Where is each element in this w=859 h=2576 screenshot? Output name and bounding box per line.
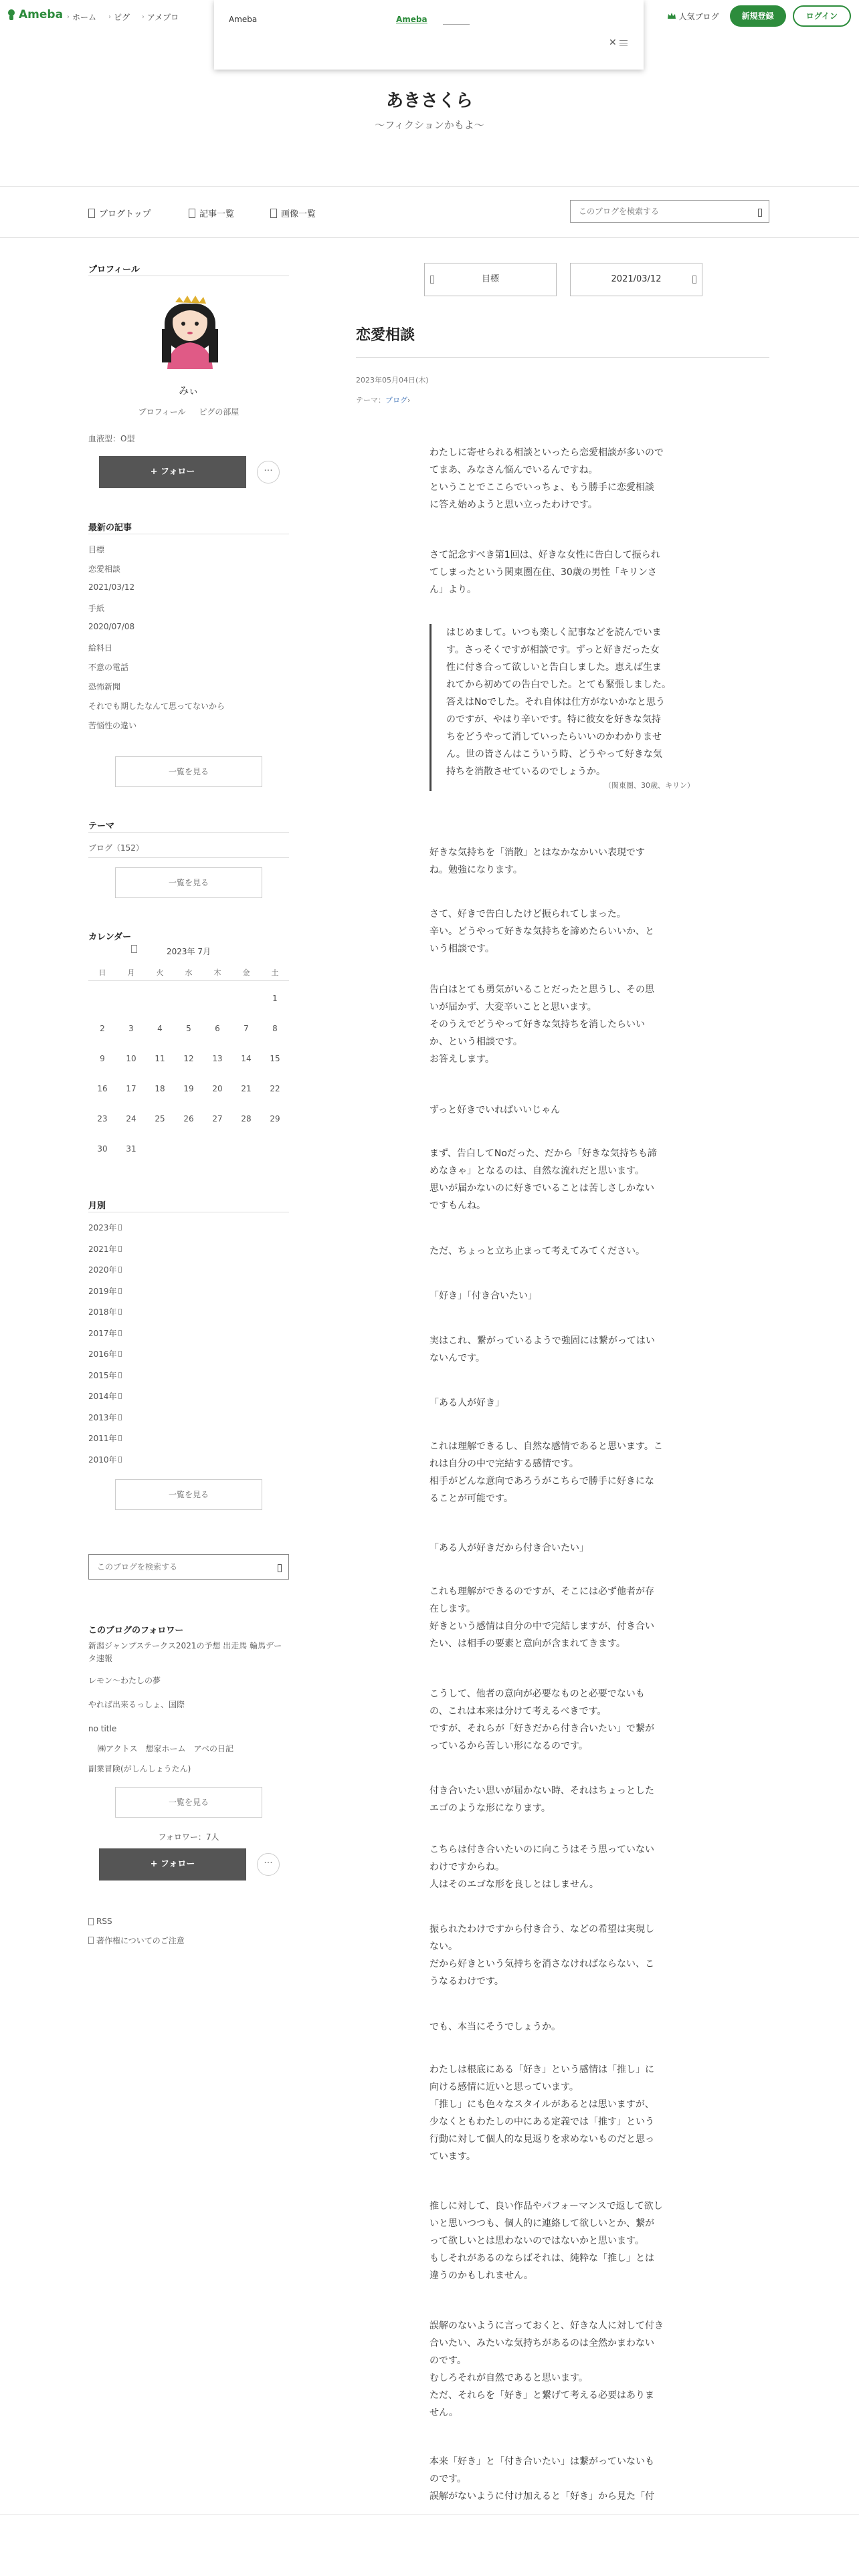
article-line: 合いたい、みたいな気持ちがあるのは全然かまわない: [430, 2338, 654, 2349]
article-line: こちらは付き合いたいのに向こうはそう思っていない: [430, 1844, 654, 1855]
calendar-weekday: 日: [98, 968, 106, 977]
recent-entries-heading: 最新の記事: [88, 523, 132, 533]
popular-blogs-label: 人気ブログ: [678, 11, 719, 21]
chevron-right-icon: [118, 1246, 122, 1252]
calendar-day: 12: [183, 1054, 194, 1063]
article-line: のです。: [430, 2355, 466, 2366]
article-paragraph: [430, 1243, 697, 1260]
image-icon: [270, 209, 277, 218]
article-line: ずっと好きでいればいいじゃん: [430, 1105, 561, 1115]
divider: [0, 2514, 859, 2515]
calendar-day: 27: [212, 1114, 223, 1123]
popup-label: Ameba: [229, 15, 258, 24]
global-header-actions: [667, 5, 851, 27]
article-line: 好きという感情は自分の中で完結しますが、付き合い: [430, 1621, 654, 1632]
monthly-archive-label: 2019年: [88, 1286, 117, 1296]
monthly-archive-item[interactable]: [88, 1327, 122, 1339]
article-date: 2023年05月04日(木): [356, 376, 429, 385]
article-line: 「推し」にも色々なスタイルがあるとは思いますが、: [430, 2099, 654, 2110]
followers-heading: このブログのフォロワー: [88, 1626, 184, 1636]
article-line: 人はそのエゴな形を良しとはしません。: [430, 1879, 599, 1890]
article-paragraph: [430, 2018, 697, 2036]
chevron-right-icon: [118, 1457, 122, 1463]
article-theme-link[interactable]: ブログ: [385, 396, 407, 405]
monthly-archive-item[interactable]: [88, 1285, 122, 1297]
profile-heading: プロフィール: [88, 265, 140, 275]
monthly-archive-label: 2021年: [88, 1244, 117, 1254]
article-line: でも、本当にそうでしょうか。: [430, 2022, 561, 2032]
article-line: 振られたわけですから付き合う、などの希望は実現し: [430, 1924, 654, 1935]
pigg-room-link[interactable]: ピグの部屋: [199, 407, 240, 417]
article-line: ね。勉強になります。: [430, 865, 522, 875]
article-line: って欲しいとは思わないのではないかと思います。: [430, 2236, 644, 2246]
chevron-right-icon: [118, 1372, 122, 1378]
article-paragraph: [430, 1332, 697, 1367]
article-line: ですが、それらが「好きだから付き合いたい」で繋が: [430, 1723, 654, 1734]
crown-icon: [667, 12, 676, 20]
article-line: うなるわけです。: [430, 1976, 504, 1987]
article-line: 在します。: [430, 1604, 476, 1614]
article-line: せん。: [430, 2407, 458, 2418]
article-line: れは自分の中で完結する感情です。: [430, 1459, 579, 1469]
follower-blog-link[interactable]: やれば出来るっしょ、国際: [88, 1700, 185, 1709]
blog-search-box: [570, 200, 769, 223]
global-nav-ameblo-label: アメブロ: [147, 13, 179, 22]
monthly-archive-label: 2023年: [88, 1223, 117, 1232]
article-line: ないんです。: [430, 1353, 485, 1364]
quote-line: のですが、やはり辛いです。特に彼女を好きな気持: [446, 714, 661, 725]
popup-divider: [443, 24, 470, 25]
divider: [88, 980, 289, 981]
follower-blog-link[interactable]: レモン〜わたしの夢: [88, 1676, 161, 1685]
quote-line: す。さっそくですが相談です。ずっと好きだった女: [446, 645, 660, 655]
monthly-archive-label: 2017年: [88, 1328, 117, 1338]
article-line: 思いが届かないのに好きでいることは苦しさしかない: [430, 1183, 654, 1194]
recent-entry[interactable]: 2020/07/08: [88, 622, 135, 631]
quote-line: ん。世の皆さんはこういう時、どうやって好きな気: [446, 749, 662, 760]
article-line: まず、告白してNoだった、だから「好きな気持ちも諦: [430, 1148, 657, 1159]
chevron-right-icon: ›: [407, 396, 411, 405]
calendar-weekday: 月: [127, 968, 135, 977]
profile-link[interactable]: プロフィール: [138, 407, 186, 417]
calendar-day: 28: [241, 1114, 252, 1123]
global-nav-pigg-label: ピグ: [114, 13, 130, 22]
article-line: 「ある人が好き」: [430, 1398, 504, 1408]
article-paragraph: [430, 1438, 697, 1507]
article-line: めなきゃ」となるのは、自然な流れだと思います。: [430, 1166, 644, 1176]
chevron-right-icon: [118, 1435, 122, 1441]
article-line: これも理解ができるのですが、そこには必ず他者が存: [430, 1586, 654, 1597]
article-paragraph: [430, 1101, 697, 1119]
quote-line: 持ちを消散させているのでしょうか。: [446, 766, 605, 777]
article-paragraph: [430, 2061, 697, 2165]
article-paragraph: [430, 2453, 697, 2505]
article-line: 告白はとても勇気がいることだったと思うし、その思: [430, 984, 654, 995]
article-line: に答え始めようと思い立ったわけです。: [430, 500, 597, 510]
global-nav-pigg[interactable]: [108, 11, 130, 23]
blog-search-input[interactable]: [577, 201, 747, 222]
calendar-day: 17: [126, 1084, 136, 1093]
article-line: 向ける感情に近いと思っています。: [430, 2082, 579, 2092]
recent-entry[interactable]: それでも期したなんて思ってないから: [88, 702, 225, 711]
calendar-day: 10: [126, 1054, 136, 1063]
reader-question-quote: [430, 624, 694, 791]
list-icon: [189, 209, 195, 218]
article-line: 相手がどんな意向であろうがこちらで勝手に好きにな: [430, 1476, 654, 1487]
calendar-day: 31: [126, 1144, 136, 1154]
profile-name: みぃ: [179, 385, 199, 397]
article-line: の、これは本来は分けて考えるべきです。: [430, 1706, 607, 1717]
nav-blog-top-label: ブログトップ: [99, 209, 151, 219]
follow-button[interactable]: + フォロー: [99, 456, 246, 488]
monthly-archive-item[interactable]: [88, 1306, 122, 1317]
chevron-right-icon: [118, 1309, 122, 1315]
signup-button[interactable]: 新規登録: [730, 5, 786, 27]
sidebar-search-box: [88, 1554, 289, 1580]
recent-entry[interactable]: 苦悩性の違い: [88, 721, 137, 730]
calendar-weekday: 水: [185, 968, 193, 977]
nav-blog-top[interactable]: [88, 207, 151, 219]
article-paragraph: [430, 1782, 697, 1817]
article-line: いう相談です。: [430, 944, 494, 954]
profile-links: [88, 406, 289, 417]
calendar-heading: カレンダー: [88, 932, 132, 942]
article-line: 実はこれ、繋がっているようで強固には繋がってはい: [430, 1335, 655, 1346]
calendar-day: 21: [241, 1084, 252, 1093]
article-paragraph: [430, 1539, 697, 1557]
monthly-archive-label: 2014年: [88, 1392, 117, 1401]
monthly-archive-item[interactable]: [88, 1222, 122, 1233]
quote-line: はじめまして。いつも楽しく記事などを読んでいま: [446, 627, 662, 638]
ameba-logo[interactable]: [7, 8, 63, 21]
article-line: いが届かず、大変辛いことと思います。: [430, 1002, 597, 1012]
blood-type: 血液型：O型: [88, 434, 135, 443]
chevron-right-icon: ›: [142, 13, 145, 21]
nav-entry-list-label: 記事一覧: [199, 209, 235, 219]
monthly-archive-item[interactable]: [88, 1264, 122, 1275]
nav-entry-list[interactable]: [189, 207, 234, 219]
monthly-archive-label: 2010年: [88, 1455, 117, 1465]
calendar-day: 13: [212, 1054, 223, 1063]
article-line: むしろそれが自然であると思います。: [430, 2373, 588, 2383]
close-icon[interactable]: ✕: [609, 37, 617, 48]
calendar-day: 16: [97, 1084, 108, 1093]
calendar-day: 1: [272, 994, 278, 1003]
more-options-button[interactable]: ···: [257, 461, 280, 484]
ameba-logo-text: Ameba: [19, 8, 64, 21]
calendar-day: 2: [100, 1024, 105, 1033]
popup-link[interactable]: Ameba: [396, 15, 427, 24]
chevron-right-icon: [118, 1414, 122, 1420]
monthly-archive-label: 2020年: [88, 1265, 117, 1275]
follower-blog-link[interactable]: ㈱アクトス 想家ホーム アベの日記: [98, 1744, 234, 1753]
calendar-day: 30: [97, 1144, 108, 1154]
calendar-weekday: 木: [213, 968, 221, 977]
recent-entry[interactable]: 目標: [88, 545, 105, 554]
dropdown-popup: [214, 0, 644, 70]
recent-see-all-button[interactable]: 一覧を見る: [115, 756, 262, 787]
article-theme: [356, 395, 410, 405]
theme-heading: テーマ: [88, 821, 115, 831]
more-options-button[interactable]: ···: [257, 1853, 280, 1876]
article-paragraph: [430, 444, 697, 514]
calendar-day: 22: [270, 1084, 280, 1093]
calendar-day: 6: [215, 1024, 220, 1033]
calendar-day: 19: [183, 1084, 194, 1093]
calendar-day: 15: [270, 1054, 280, 1063]
article-line: 付き合いたい思いが届かない時、それはちょっとした: [430, 1786, 654, 1796]
quote-line: ちをどうやって消していったらいいのかわかりませ: [446, 732, 662, 742]
article-line: のです。: [430, 2474, 466, 2484]
article-line: ですもんね。: [430, 1200, 486, 1211]
calendar-day: 18: [155, 1084, 165, 1093]
monthly-archive-label: 2016年: [88, 1350, 117, 1359]
article-paragraph: [430, 1145, 697, 1214]
monthly-archive-label: 2013年: [88, 1412, 117, 1422]
ameba-mascot-icon: [7, 9, 16, 21]
article-line: ない。: [430, 1941, 458, 1952]
calendar-month: 2023年 7月: [167, 947, 211, 956]
article-line: ることが可能です。: [430, 1493, 513, 1504]
article-line: わたしに寄せられる相談といったら恋愛相談が多いので: [430, 447, 664, 458]
article-line: 行動に対して個人的な見返りを求めないものだと思っ: [430, 2134, 654, 2145]
monthly-archive-label: 2018年: [88, 1307, 117, 1317]
monthly-see-all-button[interactable]: 一覧を見る: [115, 1479, 262, 1510]
article-line: これは理解できるし、自然な感情であると思います。こ: [430, 1441, 663, 1452]
article-line: もしそれがあるのならばそれは、純粋な「推し」とは: [430, 2253, 654, 2264]
recent-entry[interactable]: 恋愛相談: [88, 564, 121, 574]
calendar-day: 24: [126, 1114, 136, 1123]
article-paragraph: [430, 1841, 697, 1893]
blog-navbar: [0, 186, 859, 238]
article-paragraph: [430, 1685, 697, 1755]
rss-label: RSS: [96, 1917, 112, 1926]
article-line: 「好き」「付き合いたい」: [430, 1291, 537, 1301]
article-line: っているから苦しい形になるのです。: [430, 1741, 588, 1751]
chevron-right-icon: [118, 1393, 122, 1399]
calendar-weekday: 土: [271, 968, 279, 977]
global-nav-home-label: ホーム: [72, 13, 97, 22]
monthly-archive-item[interactable]: [88, 1348, 122, 1360]
divider: [88, 857, 289, 858]
article-line: さて記念すべき第1回は、好きな女性に告白して振られ: [430, 550, 660, 560]
chevron-right-icon: [118, 1288, 122, 1294]
recent-entry[interactable]: 恐怖新聞: [88, 682, 121, 691]
global-nav-ameblo[interactable]: [142, 11, 179, 23]
article-line: 誤解のないように言っておくと、好きな人に対して付き: [430, 2321, 664, 2331]
monthly-archive-item[interactable]: [88, 1370, 122, 1381]
monthly-archive-item[interactable]: [88, 1243, 122, 1255]
article-line: 本来「好き」と「付き合いたい」は繋がっていないも: [430, 2456, 654, 2467]
article-paragraph: [430, 1583, 697, 1652]
article-line: 「ある人が好きだから付き合いたい」: [430, 1543, 589, 1553]
article-line: ています。: [430, 2151, 476, 2162]
article-line: ということでここらでいっちょ、もう勝手に恋愛相談: [430, 482, 654, 493]
blog-subtitle: 〜フィクションかもよ〜: [375, 119, 484, 131]
article-line: エゴのような形になります。: [430, 1803, 551, 1814]
article-paragraph: [430, 546, 697, 599]
follower-blog-link[interactable]: no title: [88, 1724, 117, 1733]
article-line: だから好きという気持ちを消さなければならない、こ: [430, 1959, 654, 1969]
article-line: 少なくともわたしの中にある定義では「推す」という: [430, 2117, 654, 2127]
article-paragraph: [430, 981, 697, 1068]
monthly-archive-item[interactable]: [88, 1390, 122, 1402]
chevron-right-icon: [118, 1267, 122, 1273]
recent-entry[interactable]: 給料日: [88, 643, 113, 653]
monthly-archive-item[interactable]: [88, 1454, 122, 1465]
chevron-right-icon: ›: [108, 13, 112, 21]
recent-entry[interactable]: 手紙: [88, 604, 105, 613]
calendar-day: 23: [97, 1114, 108, 1123]
calendar-day: 11: [155, 1054, 165, 1063]
article-line: か、という相談です。: [430, 1037, 522, 1047]
calendar-day: 9: [100, 1054, 105, 1063]
rss-icon: [88, 1918, 94, 1925]
global-nav: [67, 11, 179, 23]
chevron-right-icon: [118, 1224, 122, 1230]
article-line: ん」より。: [430, 584, 476, 595]
monthly-archive-label: 2015年: [88, 1370, 117, 1380]
chevron-left-icon: [430, 276, 434, 284]
article-line: わけですからね。: [430, 1862, 504, 1872]
next-entry-label: 2021/03/12: [611, 274, 662, 284]
calendar-day: 3: [128, 1024, 134, 1033]
article-line: ただ、それらを「好き」と繋げて考える必要はありま: [430, 2390, 654, 2401]
article-line: いと思いつつも、個人的に連絡して欲しいとか、繋が: [430, 2218, 654, 2229]
article-paragraph: [430, 1394, 697, 1412]
theme-see-all-button[interactable]: 一覧を見る: [115, 867, 262, 898]
calendar-day: 4: [157, 1024, 163, 1033]
global-nav-home[interactable]: [67, 11, 96, 23]
next-entry-button[interactable]: [570, 263, 702, 296]
calendar-weekday: 金: [242, 968, 250, 977]
monthly-archive-item[interactable]: [88, 1432, 122, 1444]
copyright-label: 著作権についてのご注意: [96, 1936, 185, 1945]
rss-link[interactable]: [88, 1917, 112, 1926]
chevron-right-icon: [692, 276, 696, 284]
calendar-day: 14: [241, 1054, 252, 1063]
search-icon[interactable]: [758, 209, 762, 217]
article-title[interactable]: 恋愛相談: [356, 327, 415, 344]
avatar[interactable]: [153, 289, 227, 369]
article-line: さて、好きで告白したけど振られてしまった。: [430, 909, 626, 920]
article-paragraph: [430, 2317, 697, 2422]
article-paragraph: [430, 1287, 697, 1305]
article-line: 推しに対して、良い作品やパフォーマンスで返して欲し: [430, 2201, 663, 2212]
calendar-weekday: 火: [156, 968, 164, 977]
sidebar-search-input[interactable]: [96, 1555, 266, 1579]
monthly-archive-item[interactable]: [88, 1412, 122, 1423]
article-line: わたしは根底にある「好き」という感情は「推し」に: [430, 2064, 654, 2075]
chevron-right-icon: [118, 1351, 122, 1357]
followers-see-all-button[interactable]: 一覧を見る: [115, 1787, 262, 1818]
nav-image-list[interactable]: [270, 207, 316, 219]
quote-line: 性に付き合って欲しいと告白しました。恵えば生ま: [446, 662, 662, 673]
monthly-heading: 月別: [88, 1201, 106, 1211]
calendar-day: 20: [212, 1084, 223, 1093]
article-line: お答えします。: [430, 1054, 494, 1065]
recent-entry[interactable]: 不意の電話: [88, 663, 129, 672]
nav-image-list-label: 画像一覧: [281, 209, 316, 219]
theme-item[interactable]: ブログ（152）: [88, 843, 144, 853]
article-line: てしまったという関東圏在住、30歳の男性「キリンさ: [430, 567, 657, 578]
monthly-archive-label: 2011年: [88, 1434, 117, 1443]
calendar-day: 8: [272, 1024, 278, 1033]
article-line: そのうえでどうやって好きな気持ちを消したらいい: [430, 1019, 645, 1030]
chevron-right-icon: [118, 1330, 122, 1336]
prev-entry-button[interactable]: [424, 263, 557, 296]
article-theme-label: テーマ：: [356, 396, 385, 405]
quote-line: れてから初めての告白でした。とても緊張しました。: [446, 679, 671, 690]
quote-line: 答えはNoでした。それ自体は仕方がないかなと思う: [446, 697, 666, 708]
article-line: こうして、他者の意向が必要なものと必要でないも: [430, 1689, 645, 1699]
menu-icon[interactable]: [619, 40, 628, 48]
follower-blog-link[interactable]: 新潟ジャンプステークス2021の予想 出走馬 輪馬データ速報: [88, 1641, 282, 1663]
blog-title[interactable]: あきさくら: [385, 91, 473, 111]
follower-count: フォロワー：7人: [158, 1832, 219, 1842]
follow-button[interactable]: + フォロー: [99, 1848, 246, 1881]
divider: [88, 832, 289, 833]
article-line: 辛い。どうやって好きな気持ちを諦めたらいいか、と: [430, 926, 654, 937]
popular-blogs-link[interactable]: [667, 11, 719, 22]
calendar-day: 29: [270, 1114, 280, 1123]
article-line: たい、は相手の要素と意向が含まれてきます。: [430, 1638, 626, 1649]
article-paragraph: [430, 1921, 697, 1990]
article-paragraph: [430, 905, 697, 958]
search-icon[interactable]: [278, 1564, 282, 1572]
recent-entry[interactable]: 2021/03/12: [88, 582, 135, 592]
calendar-day: 5: [186, 1024, 191, 1033]
quote-source: （関東圏、30歳、キリン）: [604, 781, 694, 790]
article-line: てまあ、みなさん悩んでいるんですね。: [430, 465, 598, 475]
calendar-day: 26: [183, 1114, 194, 1123]
article-line: 好きな気持ちを「消散」とはなかなかいい表現です: [430, 847, 645, 858]
article-line: ただ、ちょっと立ち止まって考えてみてください。: [430, 1246, 645, 1257]
article-line: 違うのかもしれません。: [430, 2270, 533, 2281]
prev-entry-label: 目標: [481, 274, 499, 284]
article-line: 誤解がないように付け加えると「好き」から見た「付: [430, 2491, 654, 2502]
article-paragraph: [430, 844, 697, 879]
quote-text: [446, 624, 694, 780]
calendar-day: 7: [244, 1024, 249, 1033]
login-button[interactable]: ログイン: [793, 5, 851, 27]
follower-blog-link[interactable]: 副業冒険(がしんしょうたん): [88, 1764, 191, 1774]
calendar-day: 25: [155, 1114, 165, 1123]
divider: [356, 357, 769, 358]
document-icon: [88, 209, 95, 218]
article-paragraph: [430, 2197, 697, 2284]
copyright-notice-link[interactable]: [88, 1935, 185, 1946]
chevron-right-icon: ›: [67, 13, 70, 21]
document-icon: [88, 1937, 94, 1944]
